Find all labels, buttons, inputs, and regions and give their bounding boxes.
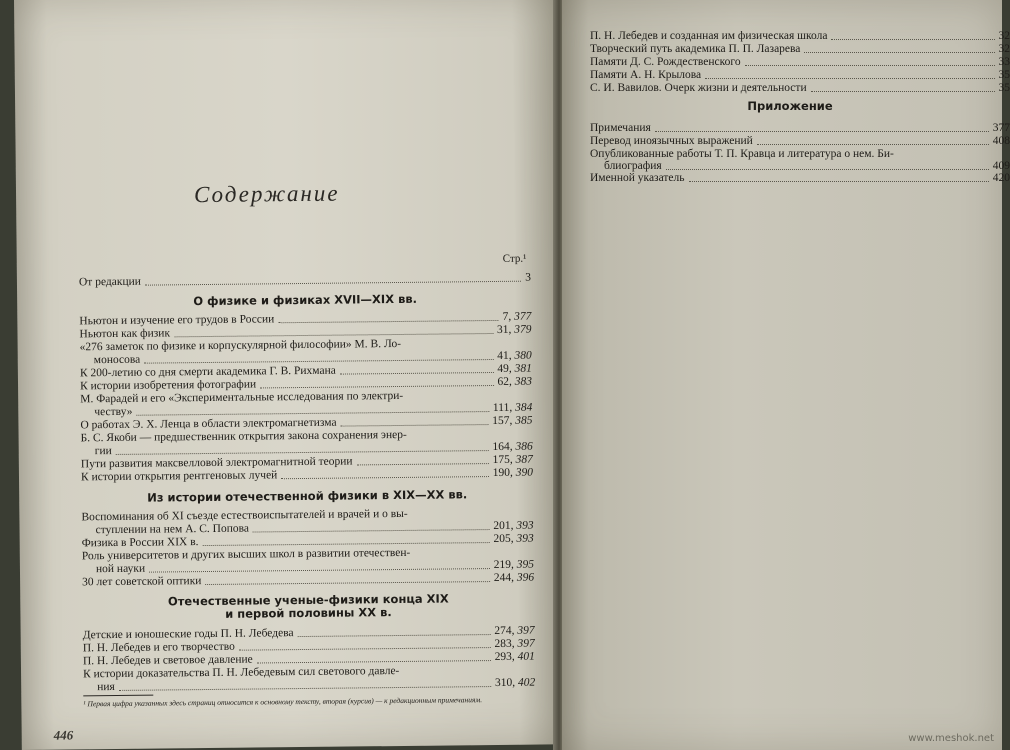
left-page [14, 0, 563, 750]
toc-entry: ступлении на нем А. С. Попова 201, 393 [95, 519, 534, 537]
toc-entry: П. Н. Лебедев и его творчество 283, 397 [82, 637, 535, 655]
toc-entry: Памяти Д. С. Рождественского 33 [590, 56, 1010, 68]
toc-entry: Пути развития максвелловой электромагнитной теории 175, 387 [80, 453, 533, 471]
toc-entry: блиография 409 [604, 160, 1010, 172]
toc-entry: 30 лет советской оптики 244, 396 [82, 571, 535, 589]
toc-entry: честву» 111, 384 [94, 401, 533, 419]
toc-entry-title: «276 заметок по физике и корпускулярной философии» М. В. Ло- [79, 337, 402, 354]
appendix-title: Приложение [747, 99, 833, 113]
pages-column-label: Стр.¹ [502, 252, 527, 265]
toc-entry-title: Роль университетов и других высших школ в развитии отечествен- [81, 546, 411, 563]
toc-entry: ной науки 219, 395 [95, 558, 535, 576]
toc-entry-title: К истории доказательства П. Н. Лебедевым сил светового давле- [83, 665, 400, 681]
toc-entry: Творческий путь академика П. П. Лазарева 32 [590, 43, 1010, 55]
toc-entry: ния 310, 402 [97, 676, 536, 694]
toc-entry: К истории открытия рентгеновых лучей 190, 390 [80, 466, 534, 484]
footnote: ¹ Первая цифра указанных здесь страниц относится к основному тексту, вторая (курсив) — к редакционным примечаниям. [83, 695, 483, 709]
toc-entry-title: Воспоминания об XI съезде естествоиспытателей и врачей и о вы- [81, 507, 408, 524]
toc-entry: моносова 41, 380 [93, 349, 532, 367]
toc-entry: Ньютон как физик 31, 379 [79, 323, 532, 341]
toc-entry: Примечания 377 [590, 122, 1010, 134]
page-number: 446 [53, 727, 74, 743]
toc-entry: К 200-летию со дня смерти академика Г. В. Рихмана 49, 381 [79, 362, 532, 380]
toc-entry: Ньютон и изучение его трудов в России 7, 377 [79, 310, 532, 328]
section-title: Из истории отечественной физики в XIX—XX вв. [147, 487, 468, 505]
toc-entry: Детские и юношеские годы П. Н. Лебедева 274, 397 [82, 624, 535, 642]
toc-entry: Памяти А. Н. Крылова 35 [590, 69, 1010, 81]
toc-entry: От редакции 3 [78, 271, 531, 289]
section-title: Отечественные ученые-физики конца XIX [167, 591, 449, 609]
toc-entry: С. И. Вавилов. Очерк жизни и деятельности 35 [590, 82, 1010, 94]
watermark: www.meshok.net [908, 733, 994, 744]
toc-entry: гии 164, 386 [94, 440, 533, 458]
toc-entry: К истории изобретения фотографии 62, 383 [79, 375, 533, 393]
toc-entry-title: Б. С. Якоби — предшественник открытия закона сохранения энер- [80, 428, 407, 445]
footnote-rule [83, 695, 153, 697]
toc-entry: П. Н. Лебедев и созданная им физическая школа 32 [590, 30, 1010, 42]
section-title: и первой половины XX в. [225, 605, 392, 621]
toc-entry: О работах Э. Х. Ленца в области электромагнетизма 157, 385 [80, 414, 533, 432]
right-page [562, 0, 1010, 750]
toc-entry: Именной указатель 420 [590, 172, 1010, 184]
toc-entry: Физика в России XIX в. 205, 393 [81, 532, 534, 550]
toc-entry-title: Опубликованные работы Т. П. Кравца и литература о нем. Би- [590, 148, 894, 160]
toc-entry: П. Н. Лебедев и световое давление 293, 401 [82, 650, 535, 668]
section-title: О физике и физиках XVII—XIX вв. [193, 291, 418, 309]
toc-entry: Перевод иноязычных выражений 408 [590, 135, 1010, 147]
contents-heading: Содержание [193, 180, 340, 208]
toc-entry-title: М. Фарадей и его «Экспериментальные исследования по электри- [80, 389, 404, 406]
